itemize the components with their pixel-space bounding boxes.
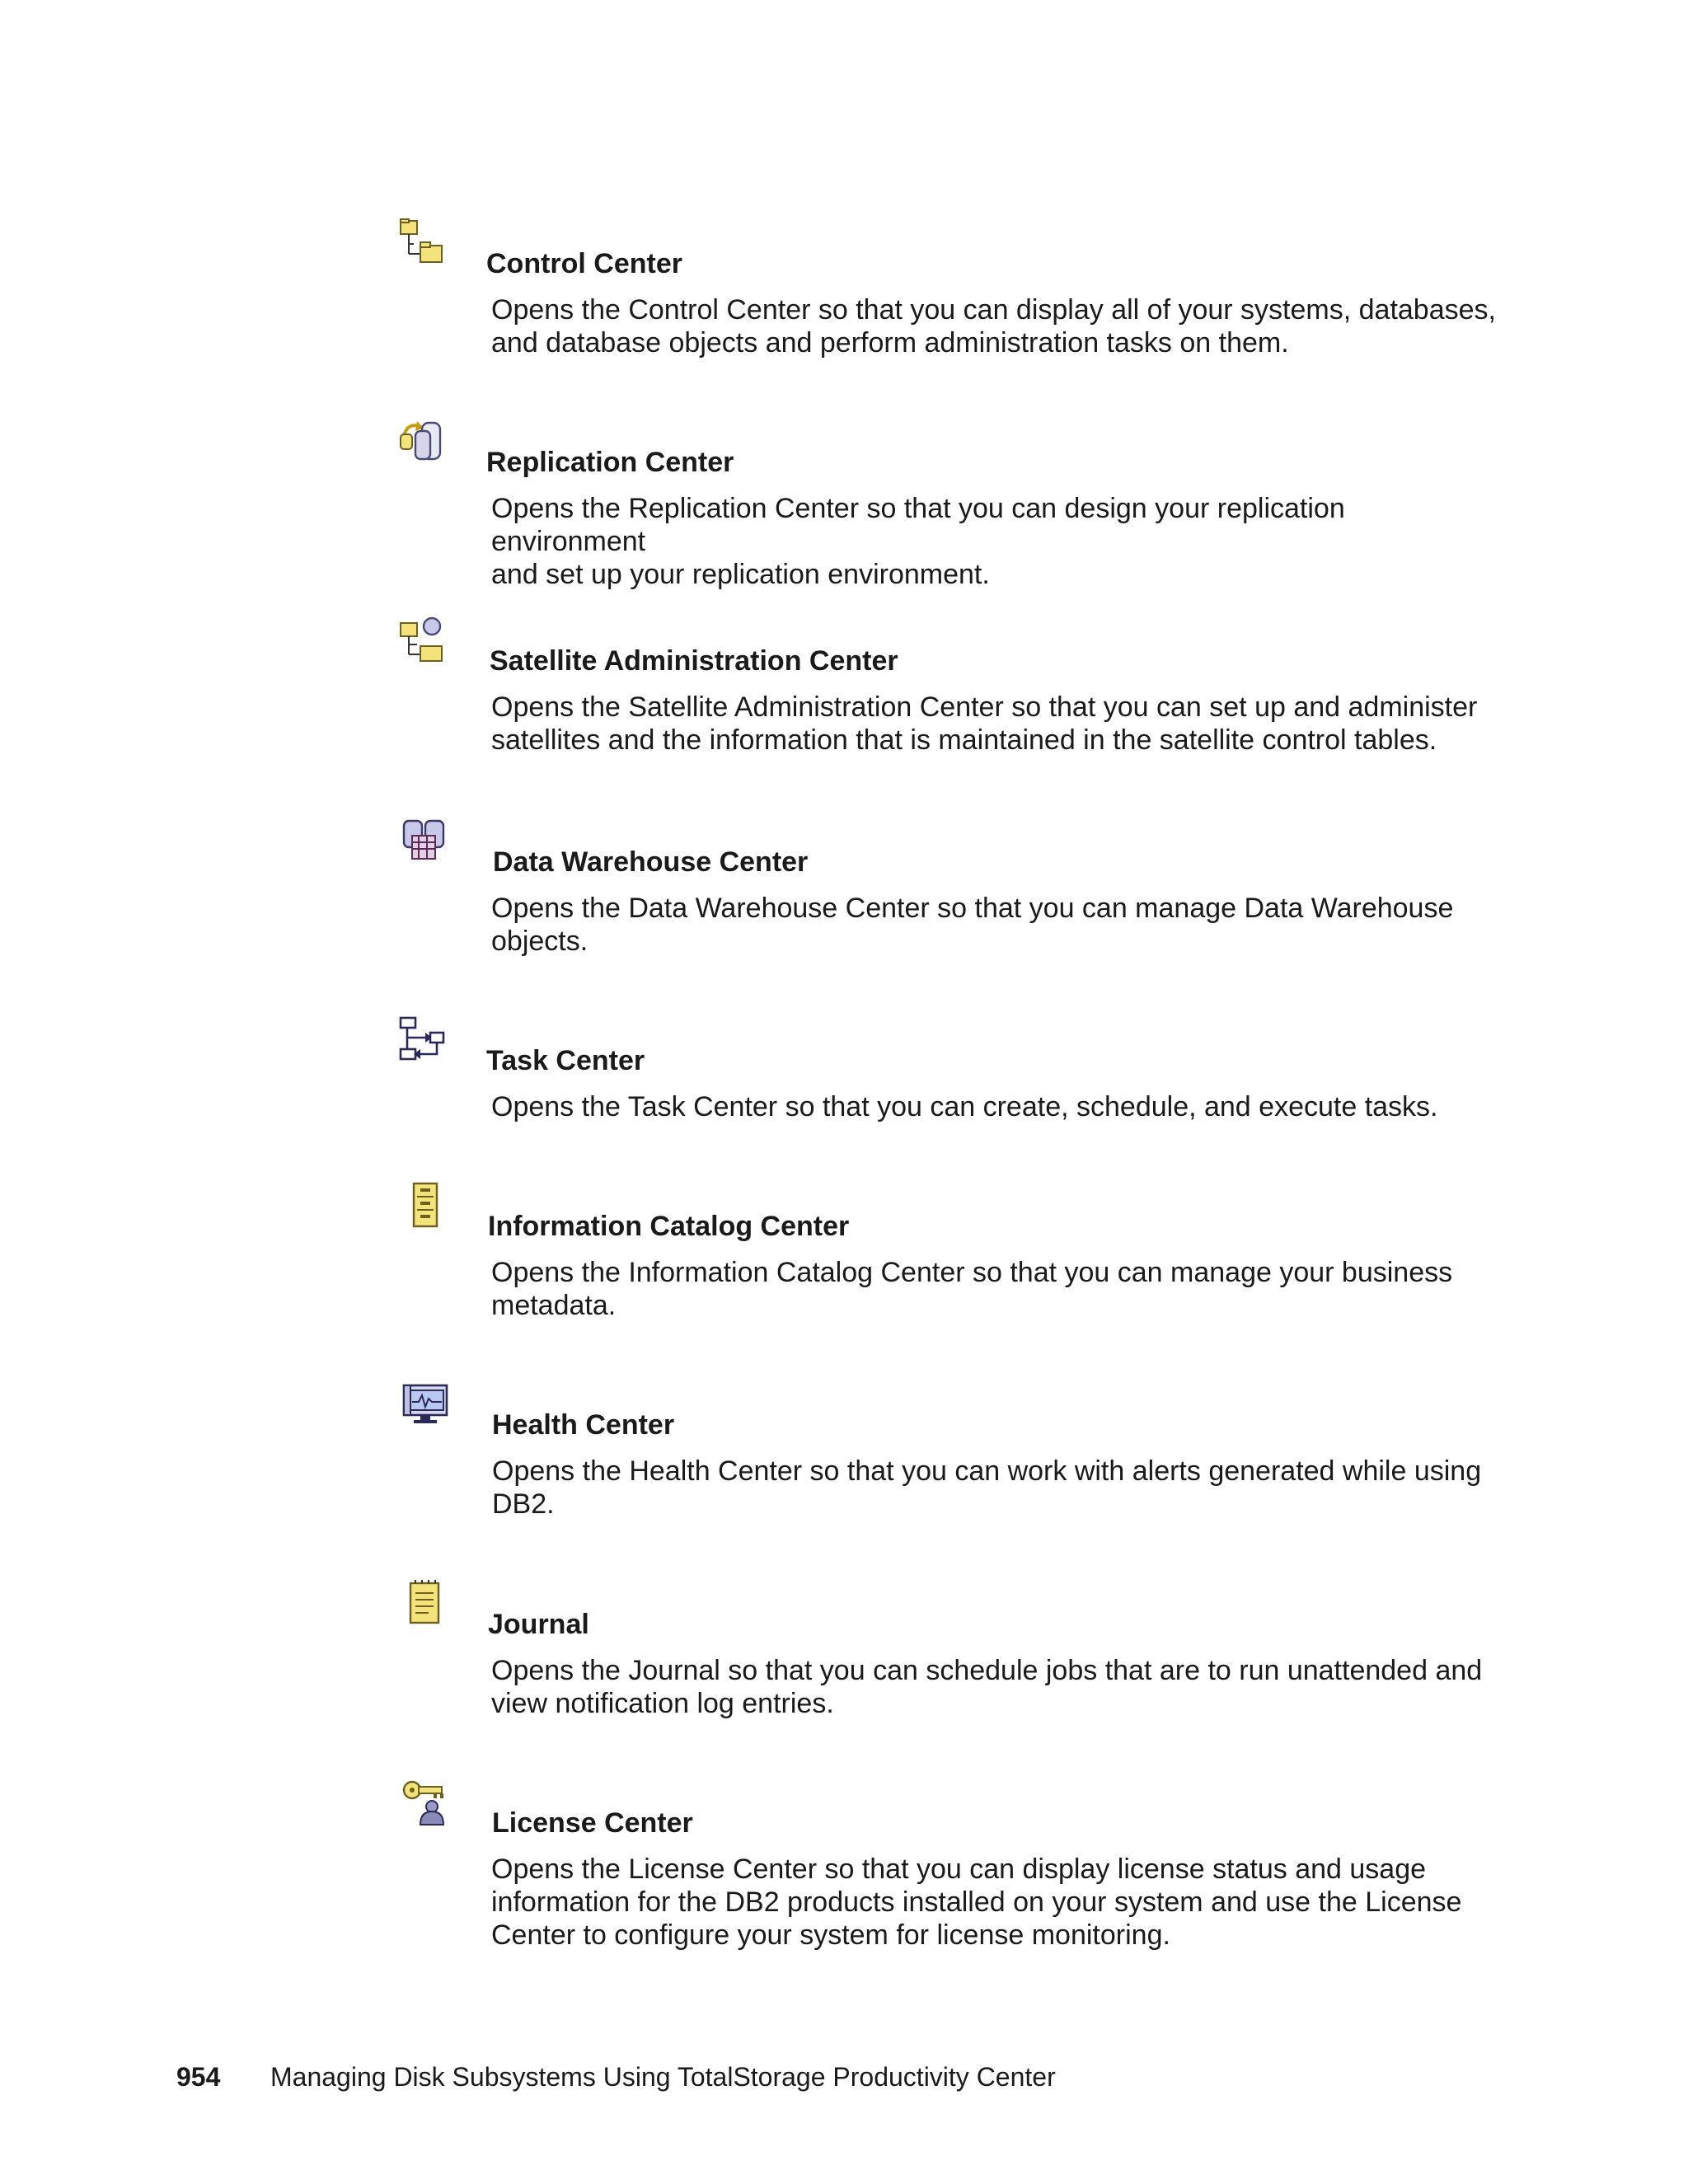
desc-line: Opens the Data Warehouse Center so that you can manage Data Warehouse <box>491 893 1454 924</box>
entry-title: Data Warehouse Center <box>493 846 809 878</box>
desc-line: Opens the Control Center so that you can display all of your systems, databases, <box>491 294 1496 326</box>
journal-icon <box>399 1578 448 1628</box>
entry-description <box>491 1853 1505 1952</box>
entry-title: Satellite Administration Center <box>490 645 898 677</box>
information-catalog-center-icon <box>399 1180 448 1230</box>
entry-title: Control Center <box>486 248 682 279</box>
control-center-icon <box>397 218 447 267</box>
desc-line: Opens the Task Center so that you can create, schedule, and execute tasks. <box>491 1091 1438 1122</box>
replication-center-icon <box>397 416 447 466</box>
entry-description <box>491 1256 1505 1322</box>
desc-line: metadata. <box>491 1290 617 1321</box>
desc-line: Opens the Journal so that you can schedule jobs that are to run unattended and <box>491 1655 1483 1686</box>
entry-title: Replication Center <box>486 447 734 478</box>
desc-line: Center to configure your system for license monitoring. <box>491 1919 1170 1951</box>
desc-line: and database objects and perform administration tasks on them. <box>491 327 1289 359</box>
entry-description <box>491 892 1505 958</box>
desc-line: Opens the Health Center so that you can work with alerts generated while using <box>492 1455 1482 1487</box>
desc-line: Opens the Replication Center so that you can design your replication environment <box>491 493 1345 557</box>
desc-line: Opens the Information Catalog Center so that you can manage your business <box>491 1257 1453 1288</box>
entry-description <box>491 1654 1505 1720</box>
desc-line: objects. <box>491 926 588 957</box>
entry-title: License Center <box>492 1807 693 1839</box>
entry-description <box>491 691 1505 757</box>
license-center-icon <box>401 1777 450 1826</box>
data-warehouse-center-icon <box>401 816 450 865</box>
entry-description <box>491 492 1505 591</box>
desc-line: view notification log entries. <box>491 1688 834 1719</box>
desc-line: satellites and the information that is maintained in the satellite control tables. <box>491 724 1437 756</box>
entry-title: Health Center <box>492 1409 675 1441</box>
page-number: 954 <box>176 2062 221 2092</box>
desc-line: information for the DB2 products installed on your system and use the License <box>491 1886 1462 1918</box>
entry-description <box>491 293 1505 359</box>
entry-title: Information Catalog Center <box>488 1211 850 1242</box>
desc-line: DB2. <box>492 1488 555 1520</box>
page-footer <box>176 2060 1056 2093</box>
desc-line: Opens the Satellite Administration Center so that you can set up and administer <box>491 691 1478 723</box>
entry-description <box>492 1455 1506 1521</box>
health-center-icon <box>401 1379 450 1428</box>
book-title: Managing Disk Subsystems Using TotalStorage Productivity Center <box>270 2062 1056 2092</box>
satellite-administration-center-icon <box>397 615 447 664</box>
desc-line: Opens the License Center so that you can display license status and usage <box>491 1854 1427 1885</box>
entry-description <box>491 1090 1505 1123</box>
task-center-icon <box>397 1015 447 1064</box>
desc-line: and set up your replication environment. <box>491 559 990 590</box>
entry-title: Journal <box>488 1609 589 1640</box>
entry-title: Task Center <box>486 1045 645 1076</box>
